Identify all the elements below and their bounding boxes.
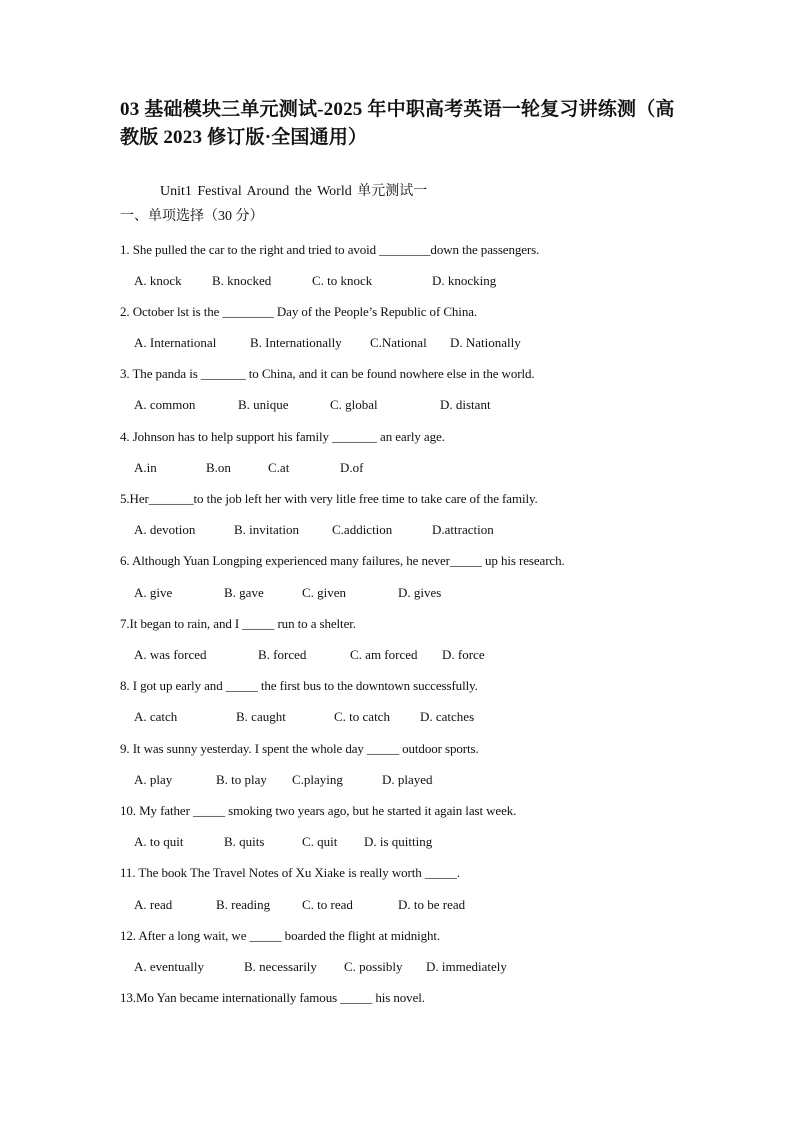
- option-a: A. knock: [134, 273, 182, 288]
- option-b: B. quits: [224, 834, 265, 849]
- option-c: C. global: [330, 397, 378, 412]
- question-text: 11. The book The Travel Notes of Xu Xiake is really worth _____.: [120, 865, 460, 880]
- option-d: D.attraction: [432, 522, 494, 537]
- option-c: C.National: [370, 335, 427, 350]
- question-text: 1. She pulled the car to the right and tried to avoid ________down the passengers.: [120, 242, 540, 257]
- option-d: D. Nationally: [450, 335, 521, 350]
- option-c: C. to catch: [334, 709, 390, 724]
- option-d: D. played: [382, 772, 433, 787]
- option-c: C. quit: [302, 834, 338, 849]
- option-a: A. common: [134, 397, 196, 412]
- question-text: 10. My father _____ smoking two years ago, but he started it again last week.: [120, 803, 517, 818]
- option-b: B. gave: [224, 585, 264, 600]
- unit-title: Unit1 Festival Around the World 单元测试一: [160, 184, 428, 199]
- option-a: A. catch: [134, 709, 178, 724]
- option-a: A. devotion: [134, 522, 196, 537]
- option-a: A. read: [134, 897, 173, 912]
- option-d: D.of: [340, 460, 364, 475]
- option-c: C. to knock: [312, 273, 373, 288]
- option-b: B. necessarily: [244, 959, 317, 974]
- option-b: B. caught: [236, 709, 286, 724]
- question-text: 9. It was sunny yesterday. I spent the whole day _____ outdoor sports.: [120, 741, 479, 756]
- option-c: C. possibly: [344, 959, 403, 974]
- option-b: B. forced: [258, 647, 307, 662]
- question-text: 12. After a long wait, we _____ boarded the flight at midnight.: [120, 928, 441, 943]
- option-a: A. was forced: [134, 647, 207, 662]
- option-b: B. Internationally: [250, 335, 342, 350]
- question-text: 3. The panda is _______ to China, and it can be found nowhere else in the world.: [120, 366, 535, 381]
- option-a: A. to quit: [134, 834, 184, 849]
- option-a: A. give: [134, 585, 173, 600]
- option-d: D. force: [442, 647, 485, 662]
- option-b: B. unique: [238, 397, 289, 412]
- question-text: 5.Her_______to the job left her with very litle free time to take care of the family.: [120, 491, 538, 506]
- option-c: C. given: [302, 585, 347, 600]
- option-a: A. play: [134, 772, 173, 787]
- document-title: 03 基础模块三单元测试-2025 年中职高考英语一轮复习讲练测（高教版 2023 修订版·全国通用）: [120, 99, 675, 148]
- option-d: D. to be read: [398, 897, 466, 912]
- option-c: C. am forced: [350, 647, 418, 662]
- option-d: D. distant: [440, 397, 491, 412]
- question-text: 2. October lst is the ________ Day of the People’s Republic of China.: [120, 304, 478, 319]
- option-a: A. International: [134, 335, 217, 350]
- option-b: B.on: [206, 460, 231, 475]
- option-d: D. knocking: [432, 273, 497, 288]
- option-b: B. knocked: [212, 273, 272, 288]
- question-text: 13.Mo Yan became internationally famous _____ his novel.: [120, 990, 425, 1005]
- option-d: D. immediately: [426, 959, 507, 974]
- option-b: B. to play: [216, 772, 267, 787]
- question-text: 6. Although Yuan Longping experienced many failures, he never_____ up his research.: [120, 553, 565, 568]
- question-text: 7.It began to rain, and I _____ run to a shelter.: [120, 616, 356, 631]
- option-a: A.in: [134, 460, 157, 475]
- question-text: 4. Johnson has to help support his family _______ an early age.: [120, 429, 445, 444]
- option-b: B. invitation: [234, 522, 299, 537]
- option-d: D. gives: [398, 585, 442, 600]
- option-c: C.addiction: [332, 522, 393, 537]
- section-title: 一、单项选择（30 分）: [120, 209, 264, 224]
- option-d: D. is quitting: [364, 834, 433, 849]
- option-b: B. reading: [216, 897, 271, 912]
- option-c: C. to read: [302, 897, 353, 912]
- option-d: D. catches: [420, 709, 475, 724]
- option-c: C.at: [268, 460, 290, 475]
- option-c: C.playing: [292, 772, 343, 787]
- question-text: 8. I got up early and _____ the first bus to the downtown successfully.: [120, 678, 478, 693]
- option-a: A. eventually: [134, 959, 205, 974]
